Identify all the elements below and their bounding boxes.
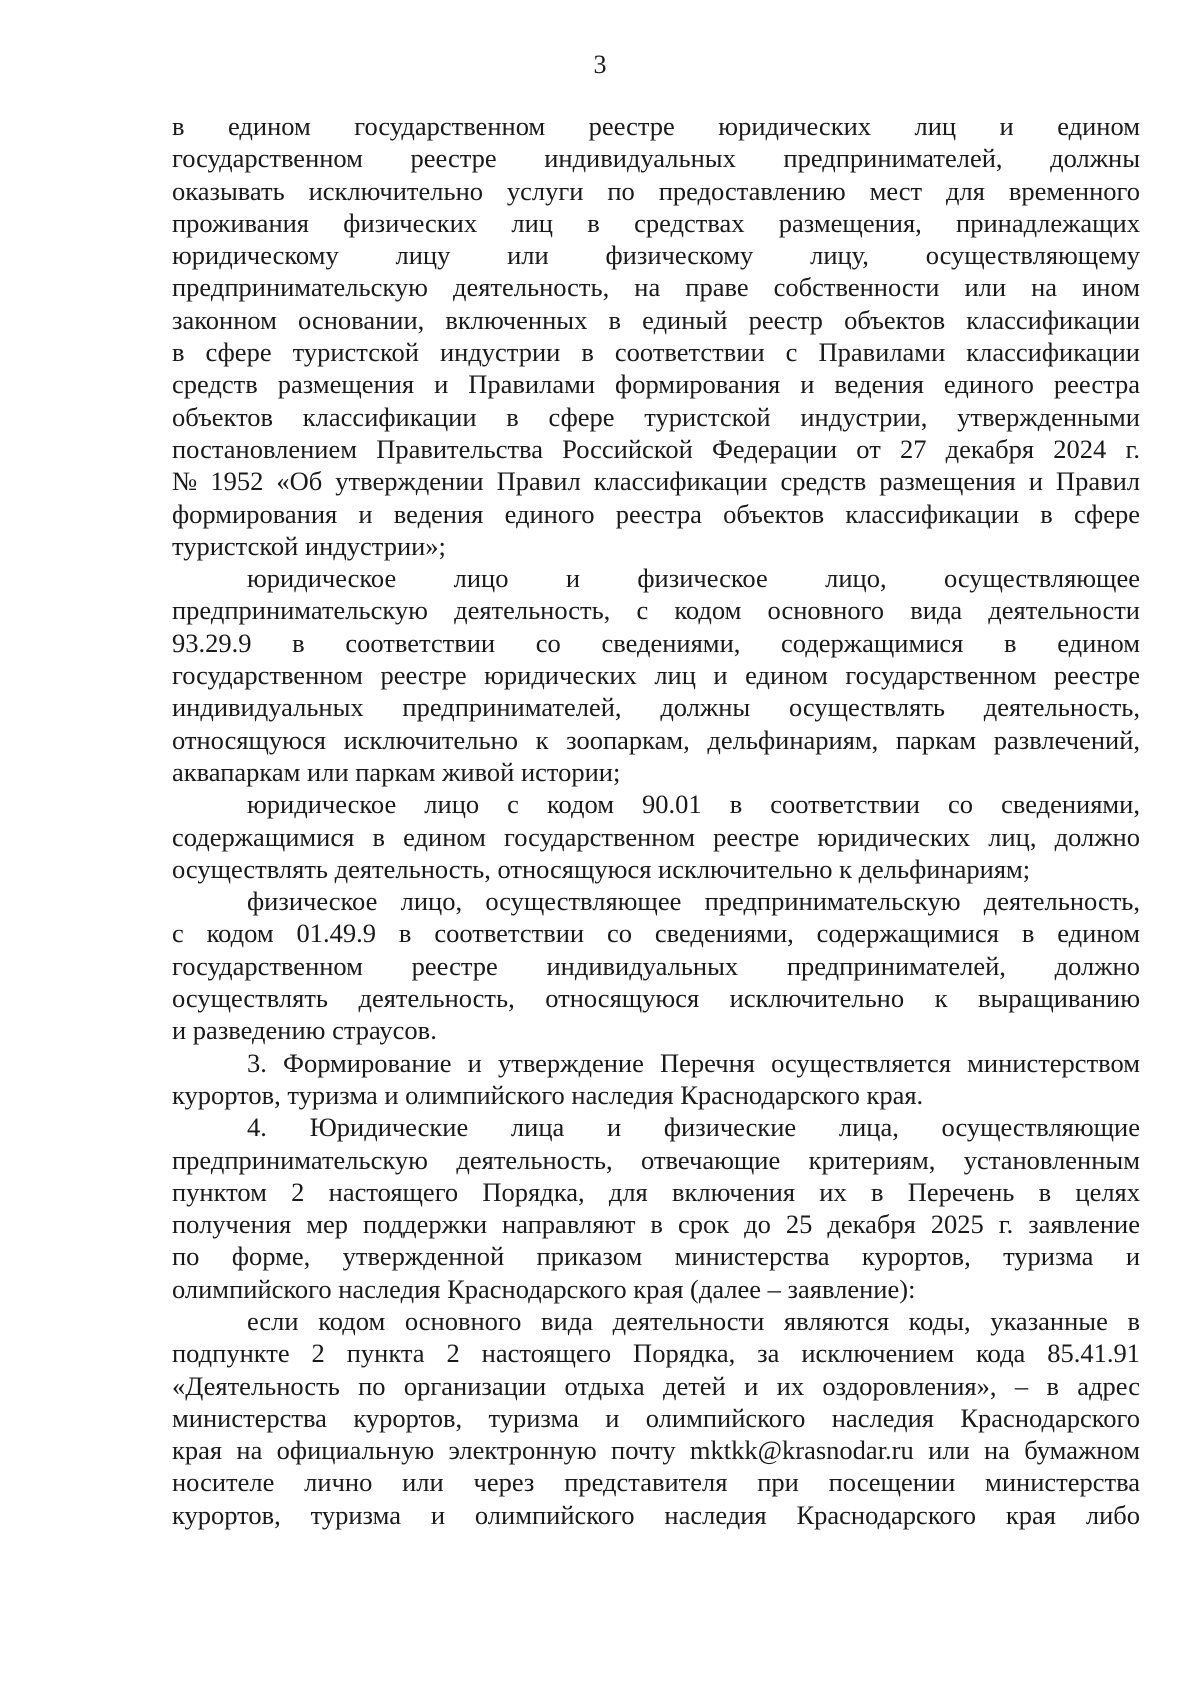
text-line: постановлением Правительства Российской Федерации от 27 декабря 2024 г. — [172, 433, 1140, 464]
text-line: подпункте 2 пункта 2 настоящего Порядка, за исключением кода 85.41.91 — [172, 1338, 1140, 1369]
text-line: юридическое лицо с кодом 90.01 в соответствии со сведениями, — [247, 789, 1140, 820]
text-line: в сфере туристской индустрии в соответствии с Правилами классификации — [172, 337, 1140, 368]
text-line: курортов, туризма и олимпийского наследия Краснодарского края. — [172, 1079, 924, 1110]
text-line: физическое лицо, осуществляющее предпринимательскую деятельность, — [247, 886, 1140, 917]
text-line: юридическое лицо и физическое лицо, осуществляющее — [247, 563, 1140, 594]
text-line: туристской индустрии»; — [172, 530, 446, 561]
text-line: объектов классификации в сфере туристской индустрии, утвержденными — [172, 401, 1140, 432]
text-line: с кодом 01.49.9 в соответствии со сведениями, содержащимися в едином — [172, 918, 1140, 949]
text-line: в едином государственном реестре юридических лиц и едином — [172, 111, 1140, 141]
text-line: края на официальную электронную почту mktkk@krasnodar.ru или на бумажном — [172, 1435, 1140, 1466]
text-line: № 1952 «Об утверждении Правил классификации средств размещения и Правил — [172, 466, 1140, 497]
text-line: курортов, туризма и олимпийского наследия Краснодарского края либо — [172, 1499, 1140, 1530]
text-line: 3. Формирование и утверждение Перечня осуществляется министерством — [247, 1047, 1140, 1078]
text-line: пунктом 2 настоящего Порядка, для включения их в Перечень в целях — [172, 1176, 1140, 1207]
text-line: 93.29.9 в соответствии со сведениями, содержащимися в едином — [172, 627, 1140, 658]
document-body — [172, 110, 1140, 1531]
text-line: если кодом основного вида деятельности являются коды, указанные в — [247, 1305, 1140, 1336]
text-line: юридическому лицу или физическому лицу, осуществляющему — [172, 240, 1140, 271]
page-number: 3 — [593, 50, 607, 79]
text-line: относящуюся исключительно к зоопаркам, дельфинариям, паркам развлечений, — [172, 724, 1140, 755]
text-line: носителе лично или через представителя при посещении министерства — [172, 1467, 1140, 1498]
text-line: предпринимательскую деятельность, на праве собственности или на ином — [172, 272, 1140, 303]
text-line: 4. Юридические лица и физические лица, осуществляющие — [247, 1112, 1140, 1143]
text-line: предпринимательскую деятельность, с кодом основного вида деятельности — [172, 595, 1140, 626]
text-line: предпринимательскую деятельность, отвечающие критериям, установленным — [172, 1144, 1140, 1175]
text-line: государственном реестре индивидуальных предпринимателей, должны — [172, 143, 1140, 174]
text-line: средств размещения и Правилами формирования и ведения единого реестра — [172, 369, 1140, 400]
text-line: осуществлять деятельность, относящуюся исключительно к дельфинариям; — [172, 853, 1031, 884]
text-line: индивидуальных предпринимателей, должны осуществлять деятельность, — [172, 692, 1140, 723]
text-line: формирования и ведения единого реестра объектов классификации в сфере — [172, 498, 1140, 529]
text-line: министерства курортов, туризма и олимпийского наследия Краснодарского — [172, 1402, 1140, 1433]
text-line: государственном реестре индивидуальных предпринимателей, должно — [172, 950, 1140, 981]
text-line: оказывать исключительно услуги по предоставлению мест для временного — [172, 175, 1140, 206]
text-line: законном основании, включенных в единый реестр объектов классификации — [172, 304, 1140, 335]
text-line: содержащимися в едином государственном реестре юридических лиц, должно — [172, 821, 1140, 852]
text-line: осуществлять деятельность, относящуюся исключительно к выращиванию — [172, 983, 1140, 1014]
text-line: государственном реестре юридических лиц и едином государственном реестре — [172, 660, 1140, 691]
text-line: по форме, утвержденной приказом министерства курортов, туризма и — [172, 1241, 1140, 1272]
text-line: и разведению страусов. — [172, 1015, 437, 1046]
text-line: получения мер поддержки направляют в срок до 25 декабря 2025 г. заявление — [172, 1209, 1140, 1240]
text-line: «Деятельность по организации отдыха детей и их оздоровления», – в адрес — [172, 1370, 1140, 1401]
text-line: олимпийского наследия Краснодарского края (далее – заявление): — [172, 1273, 916, 1304]
text-line: проживания физических лиц в средствах размещения, принадлежащих — [172, 207, 1140, 238]
text-line: аквапаркам или паркам живой истории; — [172, 756, 621, 787]
